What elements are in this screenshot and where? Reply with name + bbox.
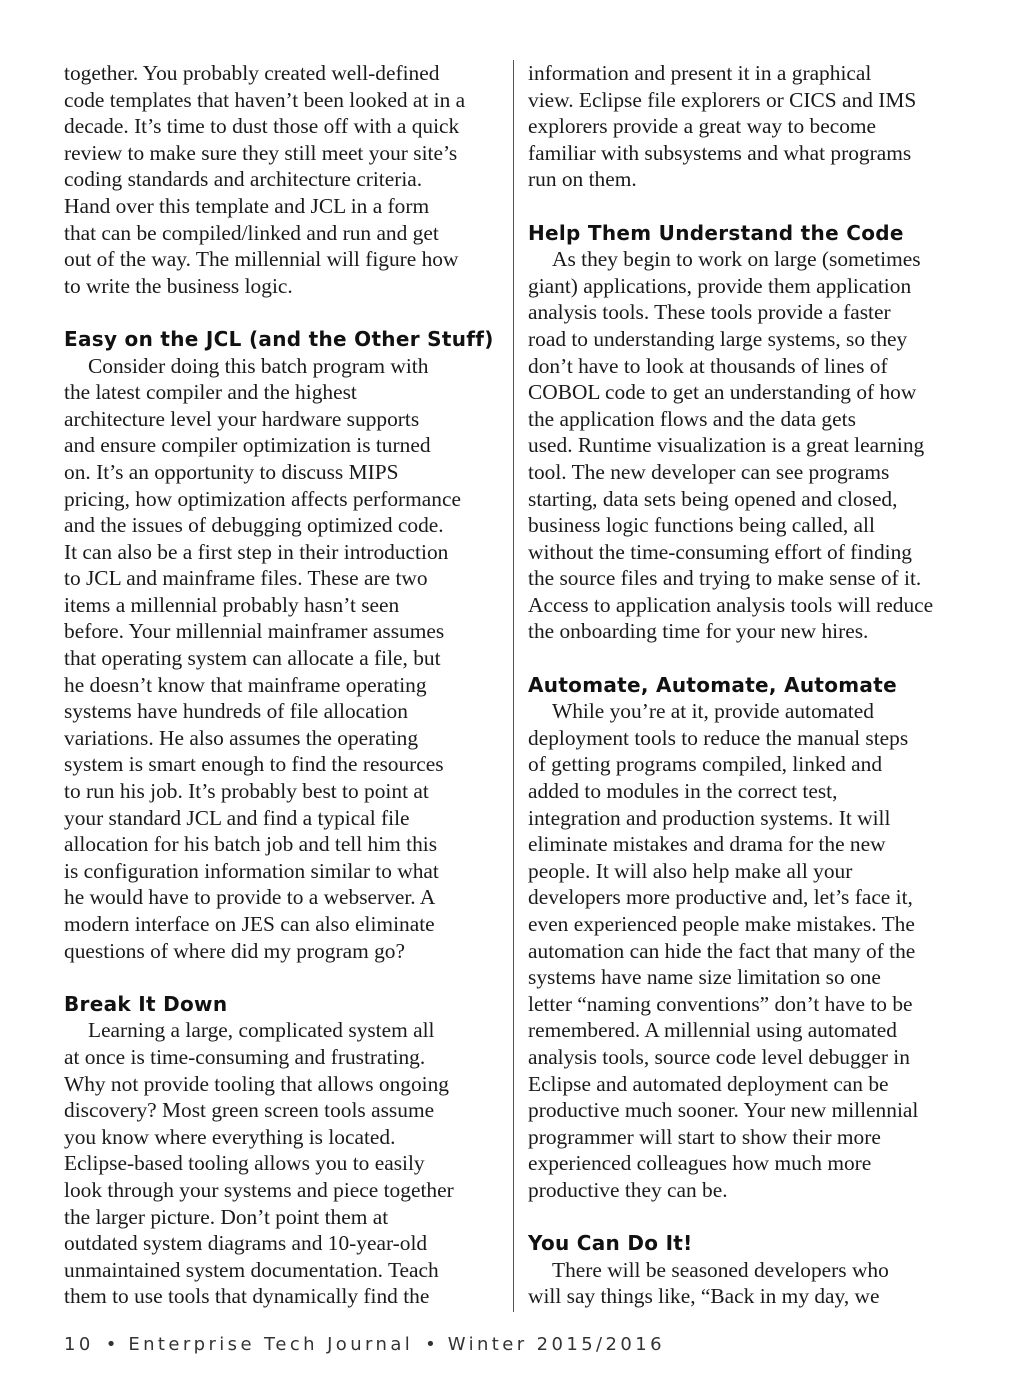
text-line: experienced colleagues how much more [528, 1151, 872, 1176]
text-line: architecture level your hardware supports [64, 406, 420, 431]
text-line: unmaintained system documentation. Teach [64, 1257, 439, 1282]
text-line: the source files and trying to make sense of it. [528, 566, 922, 591]
heading-understand-the-code: Help Them Understand the Code [528, 220, 904, 245]
heading-automate: Automate, Automate, Automate [528, 672, 897, 697]
text-line: the application flows and the data gets [528, 406, 856, 431]
text-line: COBOL code to get an understanding of how [528, 380, 917, 405]
text-line: out of the way. The millennial will figure how [64, 247, 459, 272]
text-line: will say things like, “Back in my day, we [528, 1284, 880, 1309]
text-line: productive much sooner. Your new millennial [528, 1098, 919, 1123]
heading-you-can-do-it: You Can Do It! [528, 1231, 693, 1256]
text-line: As they begin to work on large (sometimes [552, 247, 921, 272]
text-line: business logic functions being called, all [528, 513, 875, 538]
text-line: added to modules in the correct test, [528, 779, 838, 804]
text-line: together. You probably created well-defined [64, 61, 440, 85]
text-line: automation can hide the fact that many of the [528, 938, 916, 963]
footer-separator: • [425, 1334, 436, 1355]
text-line: explorers provide a great way to become [528, 114, 877, 139]
text-line: you know where everything is located. [64, 1124, 396, 1149]
text-line: systems have hundreds of file allocation [64, 699, 408, 724]
heading-easy-on-the-jcl: Easy on the JCL (and the Other Stuff) [64, 326, 494, 351]
text-line: While you’re at it, provide automated [552, 699, 874, 724]
text-line: to run his job. It’s probably best to point at [64, 779, 429, 804]
text-line: coding standards and architecture criteria. [64, 167, 423, 192]
text-line: is configuration information similar to what [64, 858, 439, 883]
text-line: tool. The new developer can see programs [528, 459, 890, 484]
paragraph-gap [64, 299, 502, 326]
text-line: the onboarding time for your new hires. [528, 619, 869, 644]
text-line: Hand over this template and JCL in a form [64, 193, 430, 218]
text-line: that can be compiled/linked and run and get [64, 220, 439, 245]
text-line: and the issues of debugging optimized code. [64, 513, 444, 538]
text-line: Learning a large, complicated system all [88, 1018, 435, 1043]
text-line: road to understanding large systems, so they [528, 326, 908, 351]
text-line: decade. It’s time to dust those off with a quick [64, 114, 460, 139]
paragraph-automate [528, 698, 968, 1203]
paragraph-understand-the-code [528, 246, 968, 645]
page-footer [64, 1334, 665, 1355]
text-line: developers more productive and, let’s face it, [528, 885, 913, 910]
text-line: your standard JCL and find a typical file [64, 805, 410, 830]
text-line: modern interface on JES can also eliminate [64, 912, 435, 936]
text-line: productive they can be. [528, 1177, 728, 1202]
text-line: remembered. A millennial using automated [528, 1018, 897, 1043]
text-line: of getting programs compiled, linked and [528, 752, 883, 777]
text-line: deployment tools to reduce the manual steps [528, 725, 909, 750]
text-line: outdated system diagrams and 10-year-old [64, 1231, 428, 1256]
text-line: and ensure compiler optimization is turned [64, 433, 431, 458]
right-column [528, 60, 968, 1320]
paragraph-gap [528, 1204, 968, 1231]
text-line: familiar with subsystems and what programs [528, 140, 912, 165]
text-line: even experienced people make mistakes. The [528, 912, 915, 936]
paragraph-you-can-do-it [528, 1257, 968, 1310]
text-line: run on them. [528, 167, 637, 192]
text-line: starting, data sets being opened and closed, [528, 486, 898, 511]
text-line: code templates that haven’t been looked at in a [64, 87, 466, 112]
text-line: pricing, how optimization affects performance [64, 486, 461, 511]
text-line: the larger picture. Don’t point them at [64, 1204, 389, 1229]
text-line: that operating system can allocate a file, but [64, 646, 441, 671]
text-line: review to make sure they still meet your site’s [64, 140, 458, 165]
text-line: Why not provide tooling that allows ongoing [64, 1071, 449, 1096]
text-line: eliminate mistakes and drama for the new [528, 832, 886, 857]
text-line: programmer will start to show their more [528, 1124, 881, 1149]
text-line: analysis tools, source code level debugger in [528, 1044, 910, 1069]
publication-name: Enterprise Tech Journal [128, 1334, 414, 1355]
text-line: allocation for his batch job and tell him this [64, 832, 438, 857]
text-line: he doesn’t know that mainframe operating [64, 672, 427, 697]
text-line: letter “naming conventions” don’t have to be [528, 991, 913, 1016]
paragraph-break-it-down [64, 1017, 502, 1310]
text-line: systems have name size limitation so one [528, 965, 881, 990]
issue-date: Winter 2015/2016 [447, 1334, 665, 1355]
left-column [64, 60, 502, 1320]
text-line: at once is time-consuming and frustrating. [64, 1044, 426, 1069]
text-line: look through your systems and piece together [64, 1177, 454, 1202]
text-line: questions of where did my program go? [64, 938, 405, 963]
text-line: before. Your millennial mainframer assumes [64, 619, 445, 644]
text-line: giant) applications, provide them application [528, 273, 912, 298]
text-line: on. It’s an opportunity to discuss MIPS [64, 459, 399, 484]
text-line: them to use tools that dynamically find the [64, 1284, 430, 1309]
text-line: It can also be a first step in their introduction [64, 539, 449, 564]
text-line: analysis tools. These tools provide a faster [528, 300, 891, 325]
text-line: Eclipse-based tooling allows you to easily [64, 1151, 425, 1176]
footer-separator: • [105, 1334, 117, 1355]
text-line: integration and production systems. It will [528, 805, 891, 830]
heading-break-it-down: Break It Down [64, 991, 228, 1016]
text-line: used. Runtime visualization is a great learning [528, 433, 925, 458]
paragraph-intro-continued [64, 60, 502, 299]
paragraph-gap [64, 964, 502, 991]
text-line: variations. He also assumes the operating [64, 725, 419, 750]
text-line: without the time-consuming effort of finding [528, 539, 912, 564]
paragraph-easy-on-the-jcl [64, 353, 502, 965]
page-number: 10 [64, 1334, 94, 1355]
text-line: to JCL and mainframe files. These are two [64, 566, 428, 591]
text-line: don’t have to look at thousands of lines of [528, 353, 888, 378]
text-line: Access to application analysis tools will reduce [528, 592, 934, 617]
text-line: to write the business logic. [64, 273, 293, 298]
text-line: the latest compiler and the highest [64, 380, 357, 405]
column-divider [513, 60, 514, 1312]
text-line: he would have to provide to a webserver. A [64, 885, 436, 910]
text-line: people. It will also help make all your [528, 858, 853, 883]
text-line: Consider doing this batch program with [88, 353, 429, 378]
text-line: view. Eclipse file explorers or CICS and IMS [528, 87, 917, 112]
paragraph-gap [528, 645, 968, 672]
text-line: information and present it in a graphical [528, 61, 872, 85]
paragraph-break-it-down-continued [528, 60, 968, 193]
text-line: There will be seasoned developers who [552, 1257, 889, 1282]
text-line: system is smart enough to find the resources [64, 752, 444, 777]
text-line: Eclipse and automated deployment can be [528, 1071, 889, 1096]
text-line: discovery? Most green screen tools assume [64, 1098, 435, 1123]
paragraph-gap [528, 193, 968, 220]
text-line: items a millennial probably hasn’t seen [64, 592, 400, 617]
